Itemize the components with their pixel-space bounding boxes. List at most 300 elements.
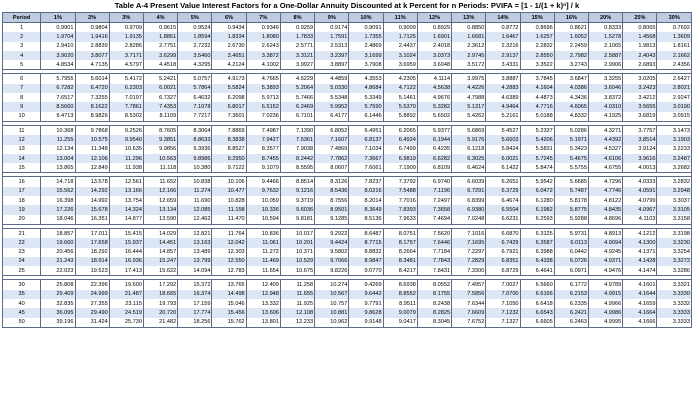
factor-cell: 8.1757: [383, 238, 417, 247]
factor-cell: 2.5887: [589, 51, 623, 60]
factor-cell: 4.0591: [623, 187, 657, 196]
factor-cell: 13.801: [246, 318, 280, 328]
factor-cell: 0.9346: [246, 23, 280, 33]
period-cell: 19: [3, 205, 41, 214]
factor-cell: 13.134: [143, 205, 177, 214]
factor-cell: 5.9731: [554, 228, 588, 238]
factor-cell: 11.274: [178, 187, 212, 196]
factor-cell: 13.004: [41, 154, 75, 163]
factor-cell: 5.7864: [178, 84, 212, 93]
factor-cell: 0.9804: [75, 23, 109, 33]
factor-cell: 5.0757: [178, 74, 212, 84]
factor-cell: 3.3254: [657, 248, 692, 257]
factor-cell: 12.108: [280, 308, 314, 317]
factor-cell: 6.2421: [554, 308, 588, 317]
factor-cell: 6.6605: [520, 318, 554, 328]
factor-cell: 20.720: [143, 308, 177, 317]
factor-cell: 6.7101: [280, 112, 314, 122]
factor-cell: 2.9745: [452, 51, 486, 60]
factor-cell: 18.256: [178, 318, 212, 328]
factor-cell: 5.9542: [520, 177, 554, 187]
factor-cell: 4.7746: [589, 187, 623, 196]
factor-cell: 6.8137: [349, 135, 383, 144]
factor-cell: 10.274: [315, 280, 349, 290]
factor-cell: 14.324: [109, 205, 143, 214]
table-row: [3, 205, 692, 214]
factor-cell: 14.857: [143, 248, 177, 257]
factor-cell: 21.243: [41, 257, 75, 266]
factor-cell: 3.3105: [657, 205, 692, 214]
factor-cell: 6.3125: [520, 228, 554, 238]
factor-cell: 3.3522: [520, 60, 554, 70]
factor-cell: 2.2459: [554, 42, 588, 51]
header-rate: 3%: [109, 13, 143, 23]
factor-cell: 6.4338: [520, 257, 554, 266]
header-rate: 20%: [589, 13, 623, 23]
factor-cell: 14.029: [143, 228, 177, 238]
table-row: [3, 290, 692, 299]
factor-cell: 15.937: [109, 238, 143, 247]
factor-cell: 6.9380: [452, 205, 486, 214]
table-row: [3, 125, 692, 135]
factor-cell: 18.046: [41, 215, 75, 225]
factor-cell: 11.296: [109, 154, 143, 163]
factor-cell: 0.8696: [520, 23, 554, 33]
factor-cell: 4.1428: [623, 257, 657, 266]
factor-cell: 7.8393: [383, 205, 417, 214]
factor-cell: 6.1218: [452, 145, 486, 154]
factor-cell: 1.7355: [349, 32, 383, 41]
factor-cell: 8.8832: [349, 248, 383, 257]
factor-cell: 8.9511: [383, 299, 417, 308]
factor-cell: 11.470: [212, 215, 246, 225]
period-cell: 15: [3, 163, 41, 173]
table-row: [3, 74, 692, 84]
factor-cell: 11.348: [75, 145, 109, 154]
factor-cell: 4.3271: [589, 125, 623, 135]
factor-cell: 3.2233: [657, 145, 692, 154]
factor-cell: 4.1300: [623, 238, 657, 247]
factor-cell: 3.8077: [75, 51, 109, 60]
factor-cell: 8.5660: [41, 102, 75, 111]
table-row: [3, 318, 692, 328]
factor-cell: 4.5797: [109, 60, 143, 70]
factor-cell: 3.2832: [657, 177, 692, 187]
factor-cell: 3.3158: [657, 215, 692, 225]
factor-cell: 10.635: [109, 145, 143, 154]
factor-cell: 6.6231: [486, 215, 520, 225]
factor-cell: 10.575: [75, 135, 109, 144]
factor-cell: 5.7245: [520, 154, 554, 163]
factor-cell: 7.1390: [280, 125, 314, 135]
factor-cell: 6.4674: [486, 196, 520, 205]
period-cell: 9: [3, 102, 41, 111]
header-rate: 14%: [486, 13, 520, 23]
factor-cell: 1.8161: [657, 42, 692, 51]
factor-cell: 10.836: [246, 228, 280, 238]
factor-cell: 6.6543: [520, 308, 554, 317]
factor-cell: 15.046: [212, 299, 246, 308]
table-row: [3, 308, 692, 317]
factor-cell: 6.0021: [143, 84, 177, 93]
factor-cell: 7.7861: [109, 102, 143, 111]
factor-cell: 3.3333: [657, 308, 692, 317]
factor-cell: 4.0386: [554, 84, 588, 93]
factor-cell: 19.793: [143, 299, 177, 308]
factor-cell: 3.6046: [589, 84, 623, 93]
factor-cell: 5.7590: [349, 102, 383, 111]
factor-cell: 8.3045: [417, 318, 451, 328]
factor-cell: 3.6299: [143, 51, 177, 60]
factor-cell: 11.654: [246, 266, 280, 276]
page: [2, 0, 692, 328]
factor-cell: 11.690: [178, 196, 212, 205]
factor-cell: 7.7184: [417, 248, 451, 257]
table-row: [3, 102, 692, 111]
factor-cell: 7.1034: [349, 145, 383, 154]
table-row: [3, 280, 692, 290]
factor-cell: 9.9540: [109, 135, 143, 144]
factor-cell: 2.8021: [657, 84, 692, 93]
period-cell: 4: [3, 51, 41, 60]
factor-cell: 4.3295: [178, 60, 212, 70]
factor-cell: 6.4235: [417, 145, 451, 154]
factor-cell: 4.2305: [383, 74, 417, 84]
factor-cell: 5.1317: [452, 102, 486, 111]
factor-cell: 1.8594: [178, 32, 212, 41]
factor-cell: 4.1925: [589, 112, 623, 122]
factor-cell: 0.7692: [657, 23, 692, 33]
factor-cell: 7.3658: [417, 205, 451, 214]
factor-cell: 5.0330: [315, 84, 349, 93]
period-cell: 11: [3, 125, 41, 135]
header-rate: 2%: [75, 13, 109, 23]
factor-cell: 1.6681: [452, 32, 486, 41]
factor-cell: 2.6427: [657, 74, 692, 84]
factor-cell: 9.4466: [246, 177, 280, 187]
period-cell: 23: [3, 248, 41, 257]
factor-cell: 1.7125: [383, 32, 417, 41]
factor-cell: 9.9148: [349, 318, 383, 328]
factor-cell: 4.9245: [589, 248, 623, 257]
factor-cell: 6.7499: [383, 145, 417, 154]
factor-cell: 2.8839: [75, 42, 109, 51]
factor-cell: 6.8729: [486, 266, 520, 276]
header-rate: 30%: [657, 13, 692, 23]
factor-cell: 11.764: [212, 228, 246, 238]
factor-cell: 6.0113: [554, 238, 588, 247]
factor-cell: 12.409: [246, 280, 280, 290]
factor-cell: 10.106: [212, 177, 246, 187]
factor-cell: 4.0333: [623, 177, 657, 187]
factor-cell: 9.0770: [349, 266, 383, 276]
factor-cell: 27.355: [75, 299, 109, 308]
factor-cell: 4.9676: [417, 93, 451, 102]
factor-cell: 8.3481: [383, 257, 417, 266]
factor-cell: 18.857: [41, 228, 75, 238]
factor-cell: 1.9135: [109, 32, 143, 41]
factor-cell: 6.1982: [520, 205, 554, 214]
factor-cell: 2.7232: [178, 42, 212, 51]
factor-cell: 3.3230: [657, 238, 692, 247]
factor-cell: 6.4641: [520, 266, 554, 276]
factor-cell: 9.2950: [212, 154, 246, 163]
header-rate: 7%: [246, 13, 280, 23]
header-rate: 1%: [41, 13, 75, 23]
factor-cell: 7.0197: [109, 93, 143, 102]
factor-cell: 4.7665: [246, 74, 280, 84]
factor-cell: 8.6938: [383, 280, 417, 290]
factor-cell: 6.4632: [178, 93, 212, 102]
factor-cell: 2.5313: [315, 42, 349, 51]
factor-cell: 10.563: [143, 154, 177, 163]
factor-cell: 12.821: [178, 228, 212, 238]
factor-cell: 9.6442: [349, 290, 383, 299]
factor-cell: 5.2337: [520, 125, 554, 135]
factor-cell: 12.550: [212, 257, 246, 266]
factor-cell: 8.8633: [178, 135, 212, 144]
factor-cell: 10.757: [315, 299, 349, 308]
factor-cell: 4.1644: [623, 290, 657, 299]
factor-cell: 6.7291: [452, 187, 486, 196]
factor-cell: 8.2438: [417, 299, 451, 308]
factor-cell: 17.413: [109, 266, 143, 276]
factor-cell: 13.590: [143, 215, 177, 225]
factor-cell: 7.4353: [143, 102, 177, 111]
factor-cell: 0.9091: [349, 23, 383, 33]
factor-cell: 4.0310: [589, 102, 623, 111]
factor-cell: 6.2335: [554, 299, 588, 308]
factor-cell: 4.1601: [623, 280, 657, 290]
factor-cell: 3.3121: [280, 51, 314, 60]
factor-cell: 8.3577: [246, 145, 280, 154]
factor-cell: 6.3988: [520, 248, 554, 257]
factor-cell: 5.9713: [246, 93, 280, 102]
factor-cell: 3.6819: [623, 112, 657, 122]
factor-cell: 7.3601: [212, 112, 246, 122]
factor-cell: 5.6014: [75, 74, 109, 84]
factor-cell: 2.9906: [589, 60, 623, 70]
factor-cell: 7.1327: [486, 318, 520, 328]
factor-cell: 32.835: [41, 299, 75, 308]
factor-cell: 5.3282: [417, 102, 451, 111]
factor-cell: 10.371: [280, 248, 314, 257]
factor-cell: 10.201: [280, 238, 314, 247]
factor-cell: 3.3332: [657, 299, 692, 308]
period-cell: 30: [3, 280, 41, 290]
factor-cell: 13.865: [41, 163, 75, 173]
factor-cell: 3.2397: [315, 51, 349, 60]
factor-cell: 9.7122: [212, 163, 246, 173]
factor-cell: 7.5361: [280, 135, 314, 144]
factor-cell: 11.255: [41, 135, 75, 144]
factor-cell: 17.774: [178, 308, 212, 317]
factor-cell: 2.5771: [280, 42, 314, 51]
factor-cell: 7.3300: [452, 266, 486, 276]
factor-cell: 7.4957: [452, 280, 486, 290]
factor-cell: 12.948: [246, 290, 280, 299]
table-body: [3, 23, 692, 328]
factor-cell: 9.3719: [280, 196, 314, 205]
factor-cell: 4.8696: [589, 215, 623, 225]
factor-cell: 8.9847: [349, 257, 383, 266]
period-cell: 50: [3, 318, 41, 328]
period-cell: 12: [3, 135, 41, 144]
factor-cell: 9.7791: [349, 299, 383, 308]
period-cell: 18: [3, 196, 41, 205]
factor-cell: 11.469: [246, 257, 280, 266]
factor-cell: 7.1050: [486, 299, 520, 308]
factor-cell: 31.424: [75, 318, 109, 328]
header-rate: 9%: [315, 13, 349, 23]
factor-cell: 6.1944: [417, 135, 451, 144]
period-cell: 22: [3, 238, 41, 247]
factor-cell: 4.5638: [417, 84, 451, 93]
factor-cell: 7.9038: [280, 145, 314, 154]
factor-cell: 18.292: [75, 248, 109, 257]
factor-cell: 4.8435: [589, 205, 623, 214]
factor-cell: 7.0248: [452, 215, 486, 225]
table-row: [3, 196, 692, 205]
factor-cell: 8.3126: [315, 177, 349, 187]
factor-cell: 13.578: [75, 177, 109, 187]
factor-cell: 4.8122: [589, 196, 623, 205]
factor-cell: 6.6282: [417, 154, 451, 163]
factor-cell: 5.4262: [452, 112, 486, 122]
factor-cell: 7.1909: [383, 163, 417, 173]
factor-cell: 7.2829: [452, 257, 486, 266]
table-row: [3, 145, 692, 154]
table-row: [3, 42, 692, 51]
factor-cell: 9.8181: [280, 215, 314, 225]
factor-cell: 5.6685: [554, 177, 588, 187]
factor-cell: 39.196: [41, 318, 75, 328]
factor-cell: 10.477: [212, 187, 246, 196]
factor-cell: 5.9288: [554, 215, 588, 225]
factor-cell: 3.2487: [657, 154, 692, 163]
factor-cell: 7.2297: [452, 248, 486, 257]
factor-cell: 4.7988: [452, 93, 486, 102]
factor-cell: 1.6467: [486, 32, 520, 41]
header-rate: 25%: [623, 13, 657, 23]
factor-cell: 0.9174: [315, 23, 349, 33]
factor-cell: 0.8621: [554, 23, 588, 33]
factor-cell: 7.1196: [417, 187, 451, 196]
factor-cell: 4.1659: [623, 299, 657, 308]
factor-cell: 4.1114: [417, 74, 451, 84]
factor-cell: 1.6052: [554, 32, 588, 41]
factor-cell: 9.8226: [315, 266, 349, 276]
factor-cell: 6.2065: [383, 125, 417, 135]
factor-cell: 3.3333: [657, 318, 692, 328]
factor-cell: 22.023: [41, 266, 75, 276]
factor-cell: 6.4951: [349, 125, 383, 135]
factor-cell: 19.523: [75, 266, 109, 276]
factor-cell: 2.3216: [486, 42, 520, 51]
factor-cell: 0.8850: [452, 23, 486, 33]
factor-cell: 6.4624: [452, 163, 486, 173]
factor-cell: 4.2883: [486, 84, 520, 93]
factor-cell: 1.7591: [315, 32, 349, 41]
factor-cell: 13.754: [109, 196, 143, 205]
factor-cell: 3.4212: [623, 93, 657, 102]
factor-cell: 10.567: [315, 290, 349, 299]
table-row: [3, 177, 692, 187]
factor-cell: 9.7066: [315, 257, 349, 266]
factor-cell: 7.4869: [315, 145, 349, 154]
factor-cell: 8.5436: [315, 187, 349, 196]
factor-cell: 2.6730: [212, 42, 246, 51]
factor-cell: 4.8684: [349, 84, 383, 93]
factor-cell: 4.2124: [212, 60, 246, 70]
factor-cell: 5.6502: [417, 112, 451, 122]
factor-cell: 20.456: [41, 248, 75, 257]
factor-cell: 3.0373: [417, 51, 451, 60]
factor-cell: 4.4873: [520, 93, 554, 102]
factor-cell: 29.490: [75, 308, 109, 317]
factor-cell: 6.9819: [383, 154, 417, 163]
factor-cell: 0.9524: [178, 23, 212, 33]
factor-cell: 3.0190: [657, 102, 692, 111]
factor-cell: 3.8897: [315, 60, 349, 70]
factor-cell: 8.0607: [315, 163, 349, 173]
factor-cell: 9.1285: [315, 215, 349, 225]
table-row: [3, 51, 692, 60]
period-cell: 24: [3, 257, 41, 266]
factor-cell: 10.336: [246, 205, 280, 214]
factor-cell: 3.1903: [657, 135, 692, 144]
factor-cell: 4.8534: [41, 60, 75, 70]
factor-cell: 4.6106: [589, 154, 623, 163]
factor-cell: 3.2743: [554, 60, 588, 70]
factor-cell: 8.0552: [417, 280, 451, 290]
factor-cell: 7.7016: [383, 196, 417, 205]
pvifa-table: [2, 12, 692, 328]
factor-cell: 9.3851: [143, 135, 177, 144]
factor-cell: 11.925: [280, 299, 314, 308]
factor-cell: 4.1474: [623, 266, 657, 276]
factor-cell: 5.2161: [486, 112, 520, 122]
factor-cell: 3.1473: [657, 125, 692, 135]
factor-cell: 8.0751: [383, 228, 417, 238]
factor-cell: 11.655: [280, 290, 314, 299]
factor-cell: 6.8017: [212, 102, 246, 111]
factor-cell: 6.0021: [486, 154, 520, 163]
factor-cell: 14.451: [143, 238, 177, 247]
factor-cell: 6.2593: [520, 215, 554, 225]
factor-cell: 8.5136: [349, 215, 383, 225]
factor-cell: 7.0027: [486, 280, 520, 290]
factor-cell: 13.163: [178, 238, 212, 247]
factor-cell: 2.6243: [246, 42, 280, 51]
factor-cell: 6.5152: [246, 102, 280, 111]
factor-cell: 3.3037: [657, 196, 692, 205]
header-rate: 16%: [554, 13, 588, 23]
factor-cell: 5.2421: [143, 74, 177, 84]
factor-cell: 5.5370: [383, 102, 417, 111]
factor-cell: 1.9813: [623, 42, 657, 51]
factor-cell: 3.6959: [383, 60, 417, 70]
header-period: Period: [3, 13, 41, 23]
factor-cell: 7.8431: [417, 266, 451, 276]
factor-cell: 8.0216: [349, 187, 383, 196]
factor-cell: 4.1002: [246, 60, 280, 70]
factor-cell: 1.7833: [280, 32, 314, 41]
factor-cell: 12.233: [280, 318, 314, 328]
factor-cell: 4.6755: [589, 163, 623, 173]
factor-cell: 8.3649: [349, 205, 383, 214]
factor-cell: 2.9410: [41, 42, 75, 51]
